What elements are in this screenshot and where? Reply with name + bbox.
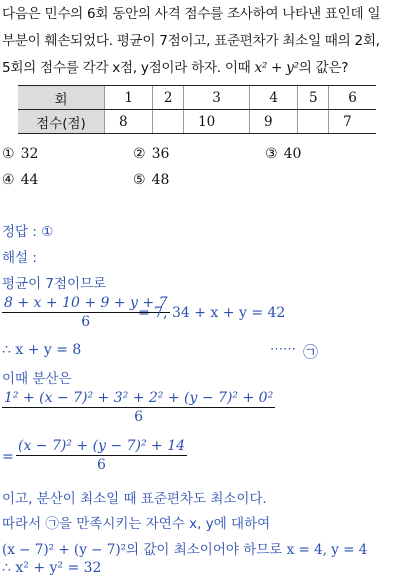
problem-line-2: 부분이 훼손되었다. 평균이 7점이고, 표준편차가 최소일 때의 2회, (2, 33, 380, 49)
choice-number: ⑤ (133, 172, 146, 188)
table-cell-score: 7 (329, 110, 376, 134)
fraction-variance (2, 390, 275, 425)
fraction-numerator: (x − 7)² + (y − 7)² + 14 (18, 438, 186, 454)
table-cell-score (298, 110, 329, 134)
reference-mark: ㉠ (303, 343, 319, 361)
equation-mean-result: = 7, 34 + x + y = 42 (138, 305, 286, 321)
table-header-round: 회 (18, 86, 105, 110)
choice-2[interactable] (133, 146, 169, 162)
problem-line-3-text: 5회의 점수를 각각 x점, y점이라 하자. 이때 (2, 60, 251, 76)
choice-number: ③ (265, 146, 278, 162)
table-cell-round: 6 (329, 86, 376, 110)
table-row-scores (18, 110, 376, 134)
explanation-label: 해설 : (2, 250, 37, 266)
table-cell-round: 1 (105, 86, 153, 110)
choice-1[interactable] (2, 146, 38, 162)
choice-value: 44 (20, 172, 39, 188)
table-header-score: 점수(점) (18, 110, 105, 134)
table-cell-score: 9 (250, 110, 298, 134)
table-cell-round: 2 (153, 86, 184, 110)
therefore-sum: ∴ x + y = 8 (2, 342, 82, 358)
explanation-variance: 이때 분산은 (2, 371, 72, 387)
fraction-numerator: 1² + (x − 7)² + 3² + 2² + (y − 7)² + 0² (4, 390, 274, 406)
problem-expression: x² + y² (254, 60, 299, 76)
problem-line-3 (2, 56, 348, 76)
choice-number: ④ (2, 172, 15, 188)
choice-3[interactable] (265, 146, 301, 162)
table-cell-round: 4 (250, 86, 298, 110)
choice-5[interactable] (133, 172, 169, 188)
choice-value: 40 (283, 146, 302, 162)
choice-number: ② (133, 146, 146, 162)
choice-value: 32 (20, 146, 39, 162)
table-cell-score: 10 (184, 110, 250, 134)
explanation-minimum: 이고, 분산이 최소일 때 표준편차도 최소이다. (2, 491, 267, 507)
explanation-natural: 따라서 ㉠을 만족시키는 자연수 x, y에 대하여 (2, 516, 271, 532)
answer-label: 정답 : ① (2, 224, 54, 240)
table-cell-score: 8 (105, 110, 153, 134)
score-table (18, 85, 376, 134)
equals-sign: = (2, 449, 14, 465)
table-row-rounds (18, 86, 376, 110)
table-cell-round: 5 (298, 86, 329, 110)
fraction-denominator: 6 (81, 314, 91, 330)
problem-line-3-tail: 의 값은? (298, 60, 349, 76)
fraction-simplified (16, 438, 187, 473)
problem-line-1: 다음은 민수의 6회 동안의 사격 점수를 조사하여 나타낸 표인데 일 (2, 6, 381, 22)
fraction-denominator: 6 (134, 409, 144, 425)
explanation-mean: 평균이 7점이므로 (2, 276, 107, 292)
table-cell-score (153, 110, 184, 134)
choice-value: 48 (151, 172, 170, 188)
fraction-numerator: 8 + x + 10 + 9 + y + 7 (4, 295, 168, 311)
choice-4[interactable] (2, 172, 38, 188)
reference-dots: ⋯⋯ (270, 342, 296, 357)
explanation-conclusion: (x − 7)² + (y − 7)²의 값이 최소이어야 하므로 x = 4, y = 4 (2, 542, 368, 558)
choice-number: ① (2, 146, 15, 162)
table-cell-round: 3 (184, 86, 250, 110)
choice-value: 36 (151, 146, 170, 162)
therefore-result: ∴ x² + y² = 32 (2, 560, 102, 576)
fraction-denominator: 6 (97, 457, 106, 473)
